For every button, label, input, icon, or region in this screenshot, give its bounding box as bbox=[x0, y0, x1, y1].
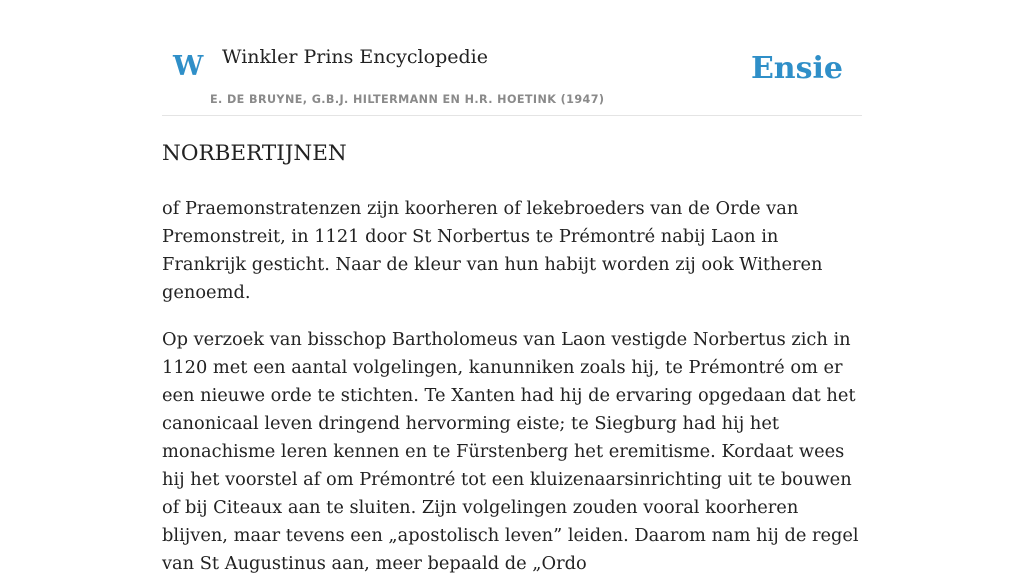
article-paragraph: Op verzoek van bisschop Bartholomeus van Laon vestigde Norbertus zich in 1120 met een aantal volgelingen, kanunniken zoals hij, te Prémontré om er een nieuwe orde te stichten. Te Xanten had hij de ervaring opgedaan dat het canonicaal leven dringend hervorming eiste; te Siegburg had hij het monachisme leren kennen en te Fürstenberg het eremitisme. Kordaat wees hij het voorstel af om Prémontré tot een kluizenaarsinrichting uit te bouwen of bij Citeaux aan te sluiten. Zijn volgelingen zouden vooral koorheren blijven, maar tevens een „apostolisch leven” leiden. Daarom nam hij de regel van St Augustinus aan, meer bepaald de „Ordo bbox=[162, 329, 859, 574]
winkler-prins-logo-icon[interactable]: W bbox=[173, 51, 204, 82]
entry-title: NORBERTIJNEN bbox=[162, 141, 347, 166]
ensie-logo-link[interactable]: Ensie bbox=[750, 51, 843, 86]
authors-line: E. DE BRUYNE, G.B.J. HILTERMANN EN H.R. HOETINK (1947) bbox=[210, 93, 605, 106]
site-title[interactable]: Winkler Prins Encyclopedie bbox=[222, 46, 488, 68]
article-paragraph: of Praemonstratenzen zijn koorheren of lekebroeders van de Orde van Premonstreit, in 1121 door St Norbertus te Prémontré nabij Laon in Frankrijk gesticht. Naar de kleur van hun habijt worden zij ook Witheren genoemd. bbox=[162, 198, 823, 303]
site-header bbox=[162, 38, 862, 116]
article-content bbox=[162, 136, 864, 578]
